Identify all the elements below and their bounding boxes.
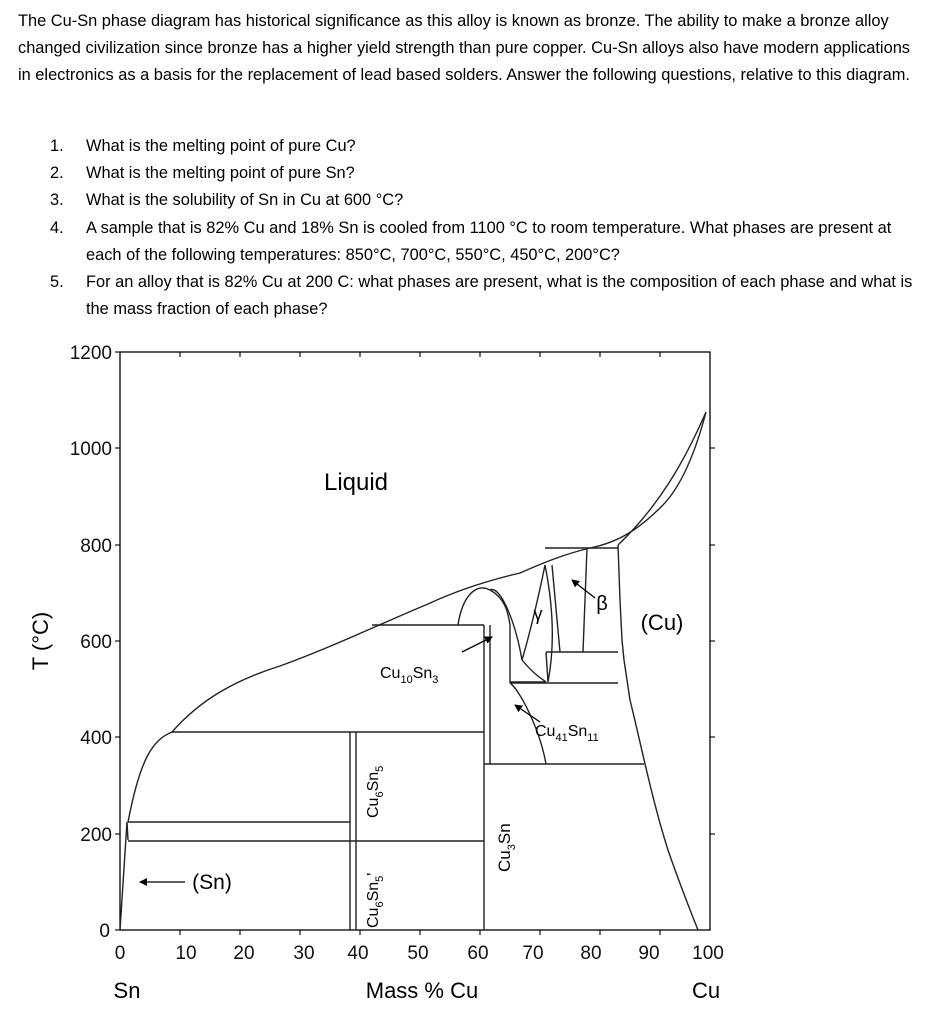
cu6sn5-prime-label: $Cu_6Sn_5'$ xyxy=(365,872,386,928)
beta-right xyxy=(583,548,587,652)
cu-sn-phase-diagram xyxy=(0,335,941,1024)
cu10sn3-right xyxy=(490,590,522,660)
annotation-arrows xyxy=(140,580,595,882)
peak xyxy=(522,660,546,682)
x-tick-label: 10 xyxy=(175,943,197,964)
y-tick-label: 0 xyxy=(99,921,110,942)
question-item xyxy=(50,269,920,323)
x-tick-label: 80 xyxy=(580,943,602,964)
y-axis-ticks xyxy=(115,352,715,930)
y-tick-label: 200 xyxy=(80,825,112,846)
y-tick-label: 800 xyxy=(80,536,112,557)
gamma-boundary xyxy=(545,565,552,682)
question-item xyxy=(50,160,920,187)
question-item xyxy=(50,133,920,160)
y-tick-label: 400 xyxy=(80,728,112,749)
cu41sn11-label: $Cu_{41}Sn_{11}$ xyxy=(535,723,599,744)
question-item xyxy=(50,215,920,269)
x-tick-label: 70 xyxy=(522,943,544,964)
x-tick-label: 40 xyxy=(347,943,369,964)
cu-solidus xyxy=(618,412,706,545)
sn-phase-label: (Sn) xyxy=(192,871,232,894)
y-tick-label: 1000 xyxy=(69,439,112,460)
question-number: 2. xyxy=(50,164,64,183)
y-tick-label: 1200 xyxy=(69,343,112,364)
question-text: For an alloy that is 82% Cu at 200 C: what phases are present, what is the composition of each phase and what is the mass fraction of each phase? xyxy=(86,273,913,319)
question-number: 3. xyxy=(50,191,64,210)
question-item xyxy=(50,187,920,214)
question-text: What is the solubility of Sn in Cu at 600 °C? xyxy=(86,191,404,210)
phase-diagram-figure xyxy=(0,335,941,1024)
x-left-element-label: Sn xyxy=(113,978,141,1003)
x-tick-labels xyxy=(115,943,724,964)
sn-solvus xyxy=(127,822,128,840)
x-axis-ticks xyxy=(180,352,660,935)
cu10sn3-label: $Cu_{10}Sn_3$ xyxy=(380,665,439,686)
liquidus-curve xyxy=(128,412,706,822)
question-number: 5. xyxy=(50,273,64,292)
x-tick-label: 30 xyxy=(293,943,315,964)
cu10sn3-arrow xyxy=(462,637,492,652)
intro-paragraph: The Cu-Sn phase diagram has historical significance as this alloy is known as bronze. The ability to make a bronze alloy changed civilization since bronze has a higher yield strength than pure copper. Cu-Sn alloys also have modern applications in electronics as a basis for the replacement of lead based solders. Answer the following questions, relative to this diagram. xyxy=(18,12,911,84)
x-tick-label: 0 xyxy=(114,943,126,964)
question-text: What is the melting point of pure Sn? xyxy=(86,164,355,183)
eutectoid-v xyxy=(546,652,548,682)
beta-left xyxy=(552,565,560,652)
x-right-element-label: Cu xyxy=(691,978,721,1003)
x-tick-label: 100 xyxy=(692,943,724,964)
cu10sn3-dome xyxy=(458,588,510,625)
beta-label: β xyxy=(596,593,608,615)
question-number: 1. xyxy=(50,137,64,155)
question-text: What is the melting point of pure Cu? xyxy=(86,137,356,155)
question-list xyxy=(50,133,920,323)
x-tick-label: 20 xyxy=(233,943,255,964)
question-number: 4. xyxy=(50,218,64,237)
question-text: A sample that is 82% Cu and 18% Sn is cooled from 1100 °C to room temperature. What phases are present at each of the following temperatures: 850°C, 700°C, 550°C, 450°C, 200°C? xyxy=(86,218,892,264)
sn-solidus xyxy=(120,822,127,930)
liquid-region-label: Liquid xyxy=(323,469,389,496)
y-tick-label: 600 xyxy=(80,632,112,653)
x-tick-label: 50 xyxy=(407,943,429,964)
cu-solvus xyxy=(618,545,698,930)
y-axis-title: T (°C) xyxy=(28,611,53,671)
cu3sn-label: $Cu_3Sn$ xyxy=(495,823,518,872)
cu6sn5-label: $Cu_6Sn_5$ xyxy=(365,765,386,818)
y-tick-labels xyxy=(70,343,112,942)
beta-arrow xyxy=(572,580,595,598)
cu-phase-label: (Cu) xyxy=(640,610,684,635)
x-axis-title: Mass % Cu xyxy=(365,978,479,1003)
gamma-label: γ xyxy=(533,604,543,624)
x-tick-label: 60 xyxy=(467,943,489,964)
x-tick-label: 90 xyxy=(638,943,660,964)
